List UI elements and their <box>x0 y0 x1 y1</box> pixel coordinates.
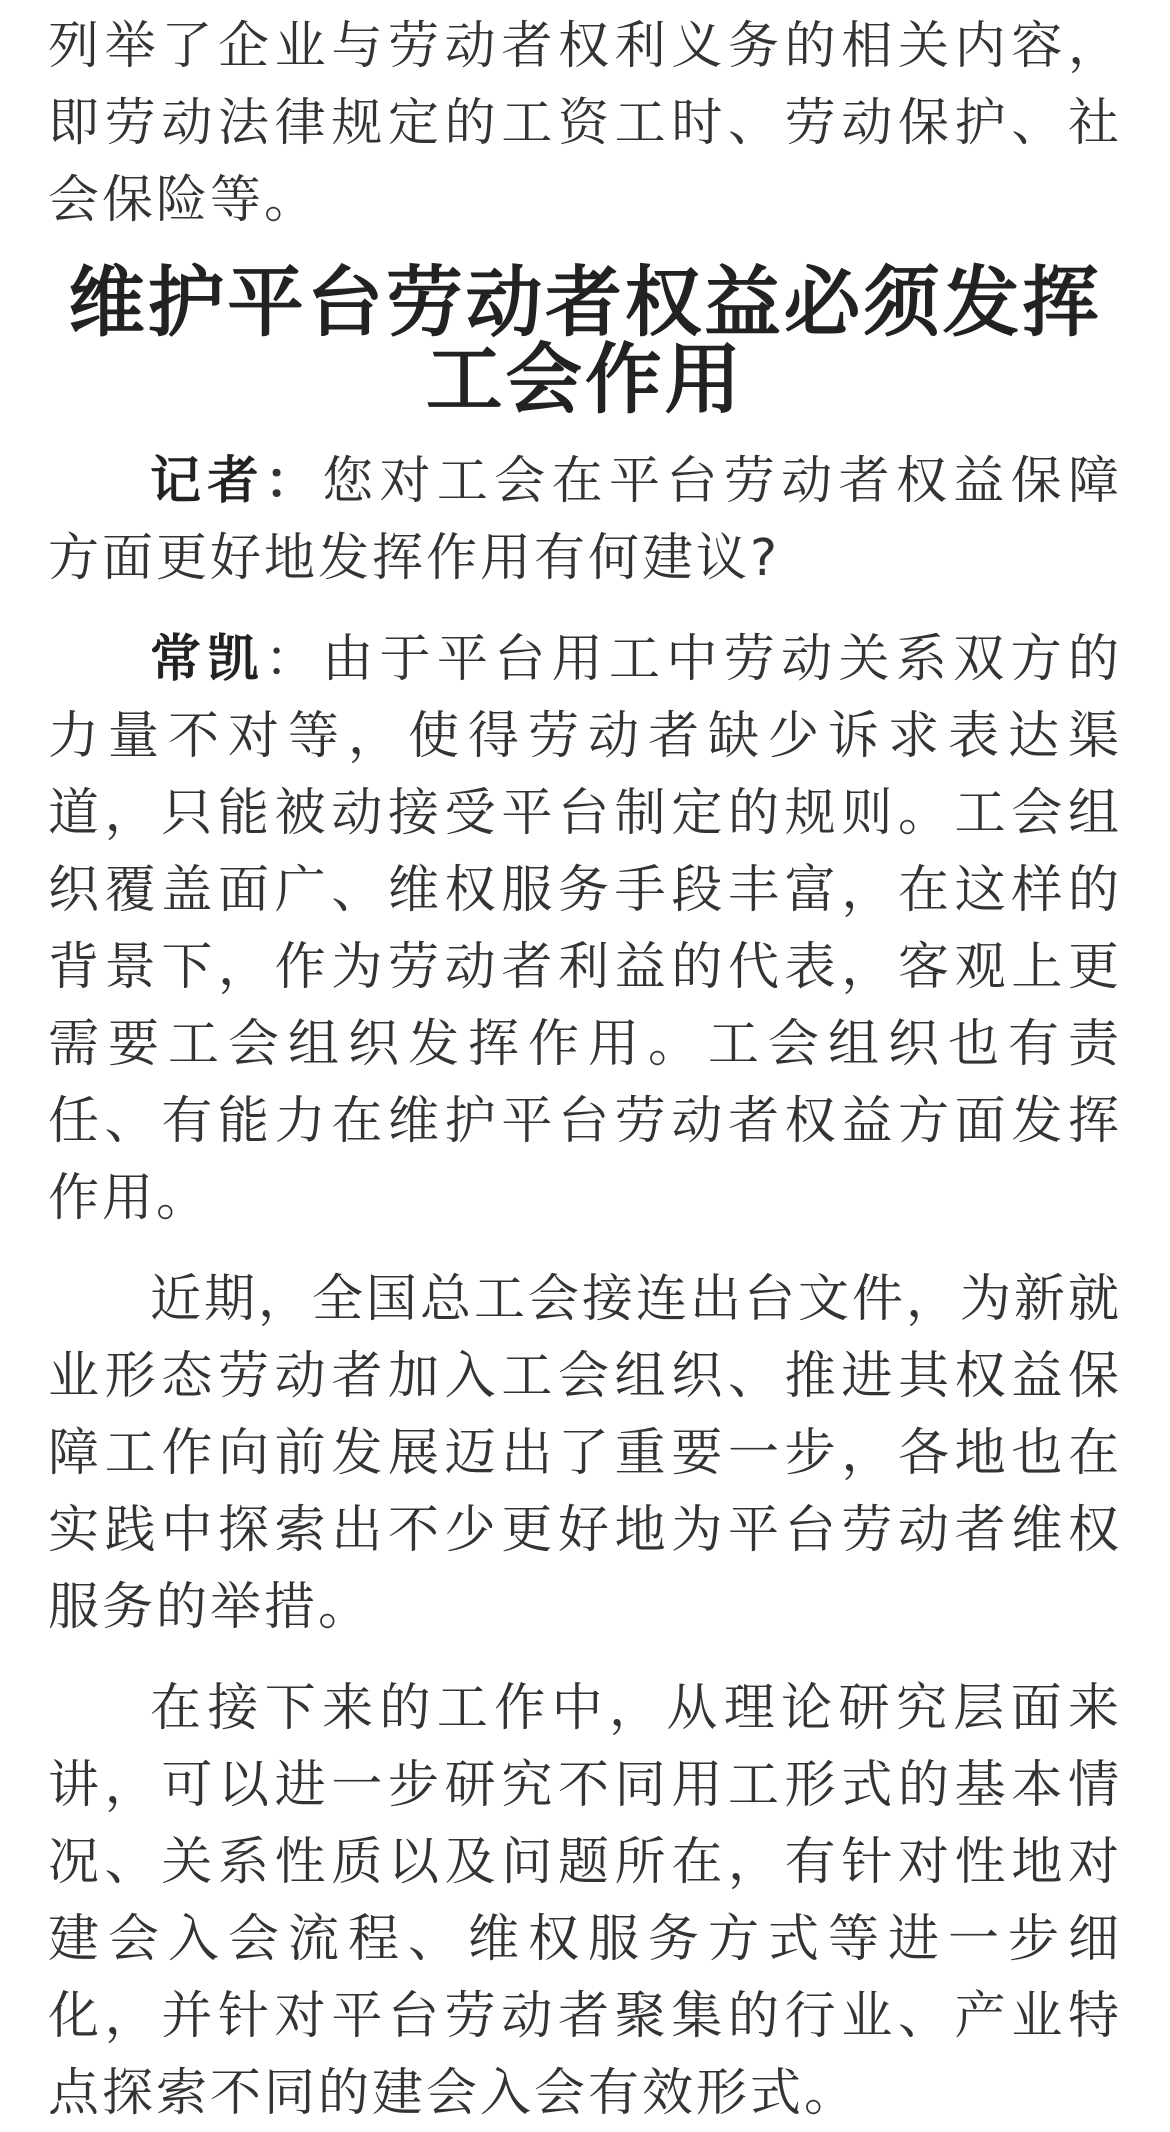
section-heading: 维护平台劳动者权益必须发挥工会作用 <box>68 259 1102 425</box>
qa-paragraph-interviewee <box>48 621 1122 1237</box>
speaker-name: 常凯 <box>150 630 265 689</box>
qa-text: 由于平台用工中劳动关系双方的力量不对等，使得劳动者缺少诉求表达渠道，只能被动接受平台制定的规则。工会组织覆盖面广、维权服务手段丰富，在这样的背景下，作为劳动者利益的代表，客观上更需要工会组织发挥作用。工会组织也有责任、有能力在维护平台劳动者权益方面发挥作用。 <box>48 630 1122 1228</box>
body-paragraph: 在接下来的工作中，从理论研究层面来讲，可以进一步研究不同用工形式的基本情况、关系性质以及问题所在，有针对性地对建会入会流程、维权服务方式等进一步细化，并针对平台劳动者聚集的行业、产业特点探索不同的建会入会有效形式。 <box>48 1679 1122 2123</box>
speaker-separator: ： <box>264 630 323 689</box>
speaker-name: 记者 <box>150 452 265 511</box>
speaker-separator: ： <box>264 452 323 511</box>
article-body <box>48 8 1122 2132</box>
qa-text: 您对工会在平台劳动者权益保障方面更好地发挥作用有何建议? <box>48 452 1122 588</box>
body-paragraph: 近期，全国总工会接连出台文件，为新就业形态劳动者加入工会组织、推进其权益保障工作向前发展迈出了重要一步，各地也在实践中探索出不少更好地为平台劳动者维权服务的举措。 <box>48 1270 1123 1637</box>
intro-paragraph: 列举了企业与劳动者权利义务的相关内容，即劳动法律规定的工资工时、劳动保护、社会保险等。 <box>48 17 1122 230</box>
qa-paragraph-reporter <box>48 443 1122 597</box>
